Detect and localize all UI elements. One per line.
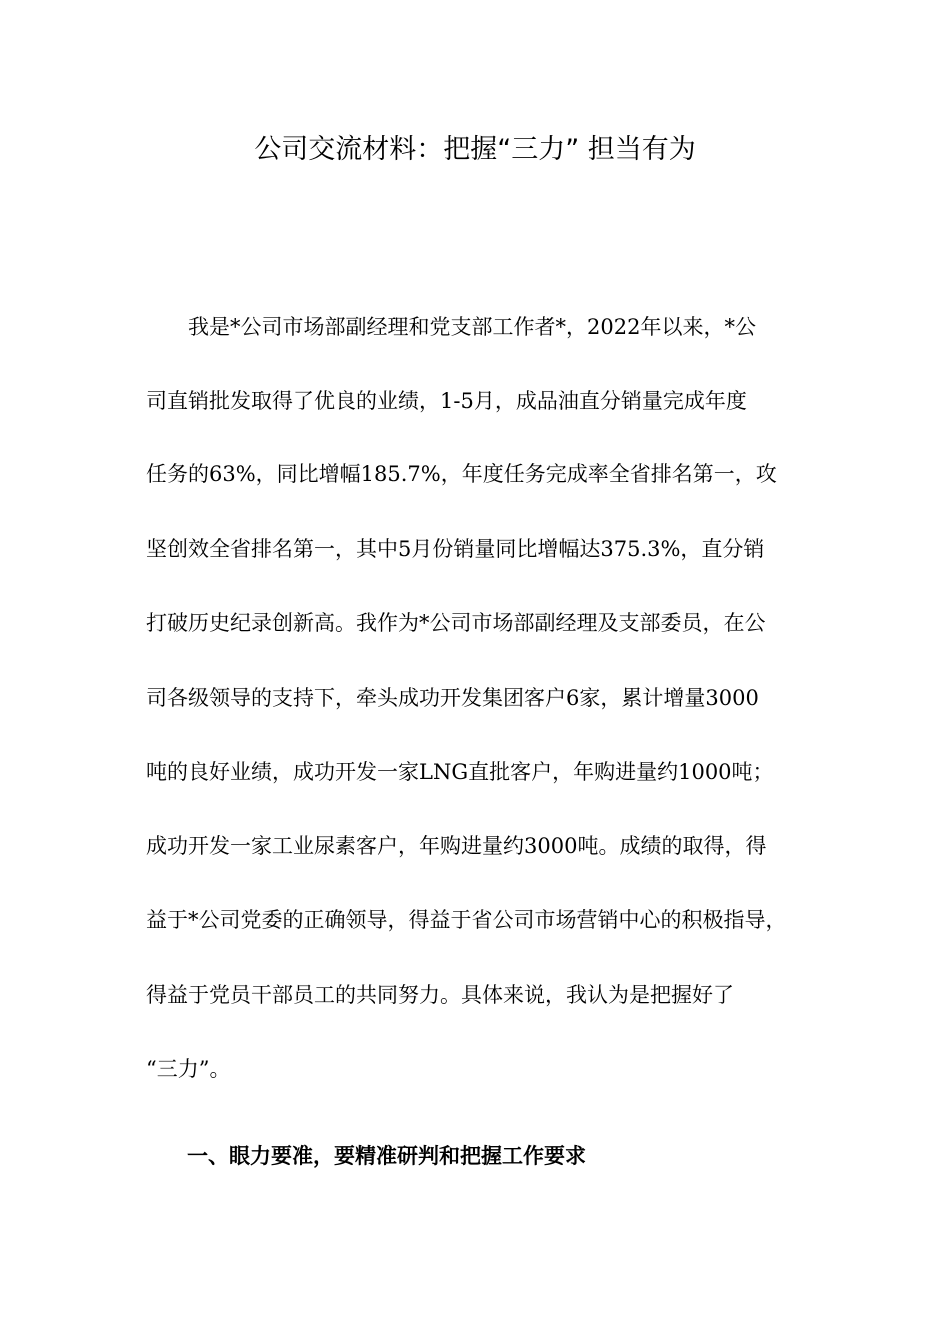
paragraph-line: 得益于党员干部员工的共同努力。具体来说，我认为是把握好了 bbox=[146, 983, 734, 1007]
paragraph-line: 坚创效全省排名第一，其中5月份销量同比增幅达375.3%，直分销 bbox=[146, 537, 765, 561]
document-title: 公司交流材料：把握“三力” 担当有为 bbox=[254, 134, 696, 165]
paragraph-line: 我是*公司市场部副经理和党支部工作者*，2022年以来，*公 bbox=[188, 315, 756, 339]
paragraph-line: 司直销批发取得了优良的业绩，1-5月，成品油直分销量完成年度 bbox=[146, 389, 747, 413]
paragraph-line: 任务的63%，同比增幅185.7%，年度任务完成率全省排名第一，攻 bbox=[146, 462, 777, 486]
paragraph-line: 成功开发一家工业尿素客户，年购进量约3000吨。成绩的取得，得 bbox=[146, 834, 767, 858]
paragraph-line: 司各级领导的支持下，牵头成功开发集团客户6家，累计增量3000 bbox=[146, 686, 759, 710]
paragraph-line: 吨的良好业绩，成功开发一家LNG直批客户，年购进量约1000吨； bbox=[146, 760, 774, 784]
paragraph-line: 打破历史纪录创新高。我作为*公司市场部副经理及支部委员，在公 bbox=[146, 611, 766, 635]
paragraph-line: “三力”。 bbox=[146, 1057, 231, 1081]
paragraph-line: 益于*公司党委的正确领导，得益于省公司市场营销中心的积极指导， bbox=[146, 908, 787, 932]
section-heading: 一、眼力要准，要精准研判和把握工作要求 bbox=[187, 1143, 586, 1168]
